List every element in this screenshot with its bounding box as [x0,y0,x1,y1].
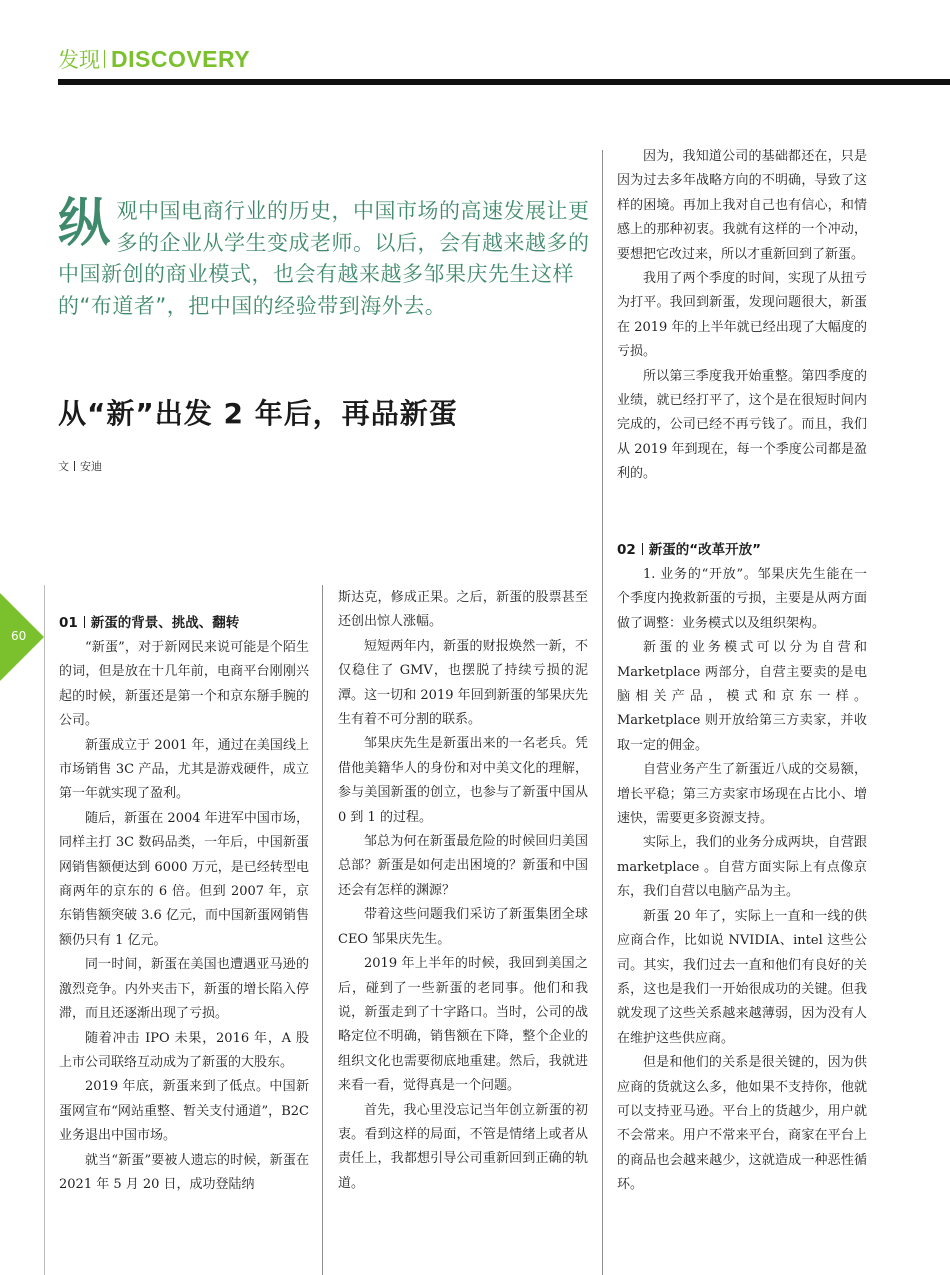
left-margin-rule [44,585,45,1275]
paragraph: 同一时间，新蛋在美国也遭遇亚马逊的激烈竞争。内外夹击下，新蛋的增长陷入停滞，而且还逐渐出现了亏损。 [59,957,309,1022]
article-column-1 [59,610,309,1197]
paragraph: 2019 年上半年的时候，我回到美国之后，碰到了一些新蛋的老同事。他们和我说，新蛋走到了十字路口。当时，公司的战略定位不明确，销售额在下降，整个企业的组织文化也需要彻底地重建。然后，我就进来看一看，觉得真是一个问题。 [338,956,588,1094]
section-title: 新蛋的背景、挑战、翻转 [90,615,240,631]
article-column-3-top [617,145,867,487]
article-column-2 [338,586,588,1196]
byline-author: 安迪 [80,460,102,473]
byline-divider [74,461,75,471]
paragraph: 邹果庆先生是新蛋出来的一名老兵。凭借他美籍华人的身份和对中美文化的理解，参与美国新蛋的创立，也参与了新蛋中国从 0 到 1 的过程。 [338,736,588,825]
section-label-en: DISCOVERY [111,45,251,72]
paragraph: 新蛋成立于 2001 年，通过在美国线上市场销售 3C 产品，尤其是游戏硬件，成立第一年就实现了盈利。 [59,737,309,802]
paragraph: 2019 年底，新蛋来到了低点。中国新蛋网宣布“网站重整、暂关支付通道”，B2C 业务退出中国市场。 [59,1079,309,1144]
lead-text: 观中国电商行业的历史，中国市场的高速发展让更多的企业从学生变成老师。以后，会有越来越多的中国新创的商业模式，也会有越来越多邹果庆先生这样的“布道者”，把中国的经验带到海外去。 [58,199,590,318]
paragraph: 我用了两个季度的时间，实现了从扭亏为打平。我回到新蛋，发现问题很大，新蛋在 2019 年的上半年就已经出现了大幅度的亏损。 [617,271,867,360]
section-label-cn: 发现 [58,48,100,72]
section-heading-02 [617,537,867,563]
paragraph: 所以第三季度我开始重整。第四季度的业绩，就已经打平了，这个是在很短时间内完成的，公司已经不再亏钱了。而且，我们从 2019 年到现在，每一个季度公司都是盈利的。 [617,368,867,482]
section-heading-01 [59,610,309,636]
section-label [58,44,250,74]
paragraph: 新蛋的业务模式可以分为自营和 Marketplace 两部分，自营主要卖的是电脑相关产品，模式和京东一样。Marketplace 则开放给第三方卖家，并收取一定的佣金。 [617,640,867,753]
paragraph: 但是和他们的关系是很关键的，因为供应商的货就这么多，他如果不支持你，他就可以支持亚马逊。平台上的货越少，用户就不会常来。用户不常来平台，商家在平台上的商品也会越来越少，这就造成一种恶性循环。 [617,1055,867,1193]
paragraph: 邹总为何在新蛋最危险的时候回归美国总部？新蛋是如何走出困境的？新蛋和中国还会有怎样的渊源？ [338,834,588,898]
section-number: 02 [617,542,636,558]
page-number: 60 [11,629,27,643]
article-column-3-bottom [617,537,867,1198]
paragraph: “新蛋”，对于新网民来说可能是个陌生的词，但是放在十几年前，电商平台刚刚兴起的时候，新蛋还是第一个和京东掰手腕的公司。 [59,640,309,729]
header-rule [58,79,950,85]
column-divider-1 [322,585,323,1275]
paragraph: 就当“新蛋”要被人遗忘的时候，新蛋在 2021 年 5 月 20 日，成功登陆纳 [59,1152,309,1192]
paragraph: 自营业务产生了新蛋近八成的交易额，增长平稳；第三方卖家市场现在占比小、增速快，需要更多资源支持。 [617,762,867,827]
section-label-divider [104,50,105,68]
paragraph: 实际上，我们的业务分成两块，自营跟 marketplace 。自营方面实际上有点像京东，我们自营以电脑产品为主。 [617,835,867,900]
column-divider-2 [602,150,603,1275]
paragraph: 1. 业务的“开放”。邹果庆先生能在一个季度内挽救新蛋的亏损，主要是从两方面做了调整：业务模式以及组织架构。 [617,567,867,631]
paragraph: 带着这些问题我们采访了新蛋集团全球 CEO 邹果庆先生。 [338,907,588,947]
section-number: 01 [59,615,78,631]
byline-label: 文 [58,460,69,473]
paragraph: 因为，我知道公司的基础都还在，只是因为过去多年战略方向的不明确，导致了这样的困境。再加上我对自己也有信心，和情感上的那种初衷。我就有这样的一个冲动，要想把它改过来，所以才重新回到了新蛋。 [617,149,867,262]
paragraph: 新蛋 20 年了，实际上一直和一线的供应商合作，比如说 NVIDIA、intel 这些公司。其实，我们过去一直和他们有良好的关系，这也是我们一开始很成功的关键。但我就发现了这些关系越来越薄弱，因为没有人在维护这些供应商。 [617,908,867,1046]
article-title: 从“新”出发 2 年后，再品新蛋 [58,397,458,430]
paragraph: 短短两年内，新蛋的财报焕然一新，不仅稳住了 GMV，也摆脱了持续亏损的泥潭。这一切和 2019 年回到新蛋的邹果庆先生有着不可分割的联系。 [338,638,588,728]
section-title: 新蛋的“改革开放” [648,542,762,558]
paragraph: 随后，新蛋在 2004 年进军中国市场，同样主打 3C 数码品类，一年后，中国新蛋网销售额便达到 6000 万元，是已经转型电商两年的京东的 6 倍。但到 2007 年，京东销售额突破 3.6 亿元，而中国新蛋网销售额仍只有 1 亿元。 [59,810,309,948]
heading-divider [84,616,85,628]
byline [58,458,102,474]
heading-divider [642,543,643,555]
paragraph: 随着冲击 IPO 未果，2016 年，A 股上市公司联络互动成为了新蛋的大股东。 [59,1030,309,1070]
lead-paragraph [58,196,590,322]
paragraph: 首先，我心里没忘记当年创立新蛋的初衷。看到这样的局面，不管是情绪上或者从责任上，我都想引导公司重新回到正确的轨道。 [338,1102,588,1191]
paragraph-continued: 斯达克，修成正果。之后，新蛋的股票甚至还创出惊人涨幅。 [338,590,588,630]
lead-dropcap: 纵 [58,194,111,254]
